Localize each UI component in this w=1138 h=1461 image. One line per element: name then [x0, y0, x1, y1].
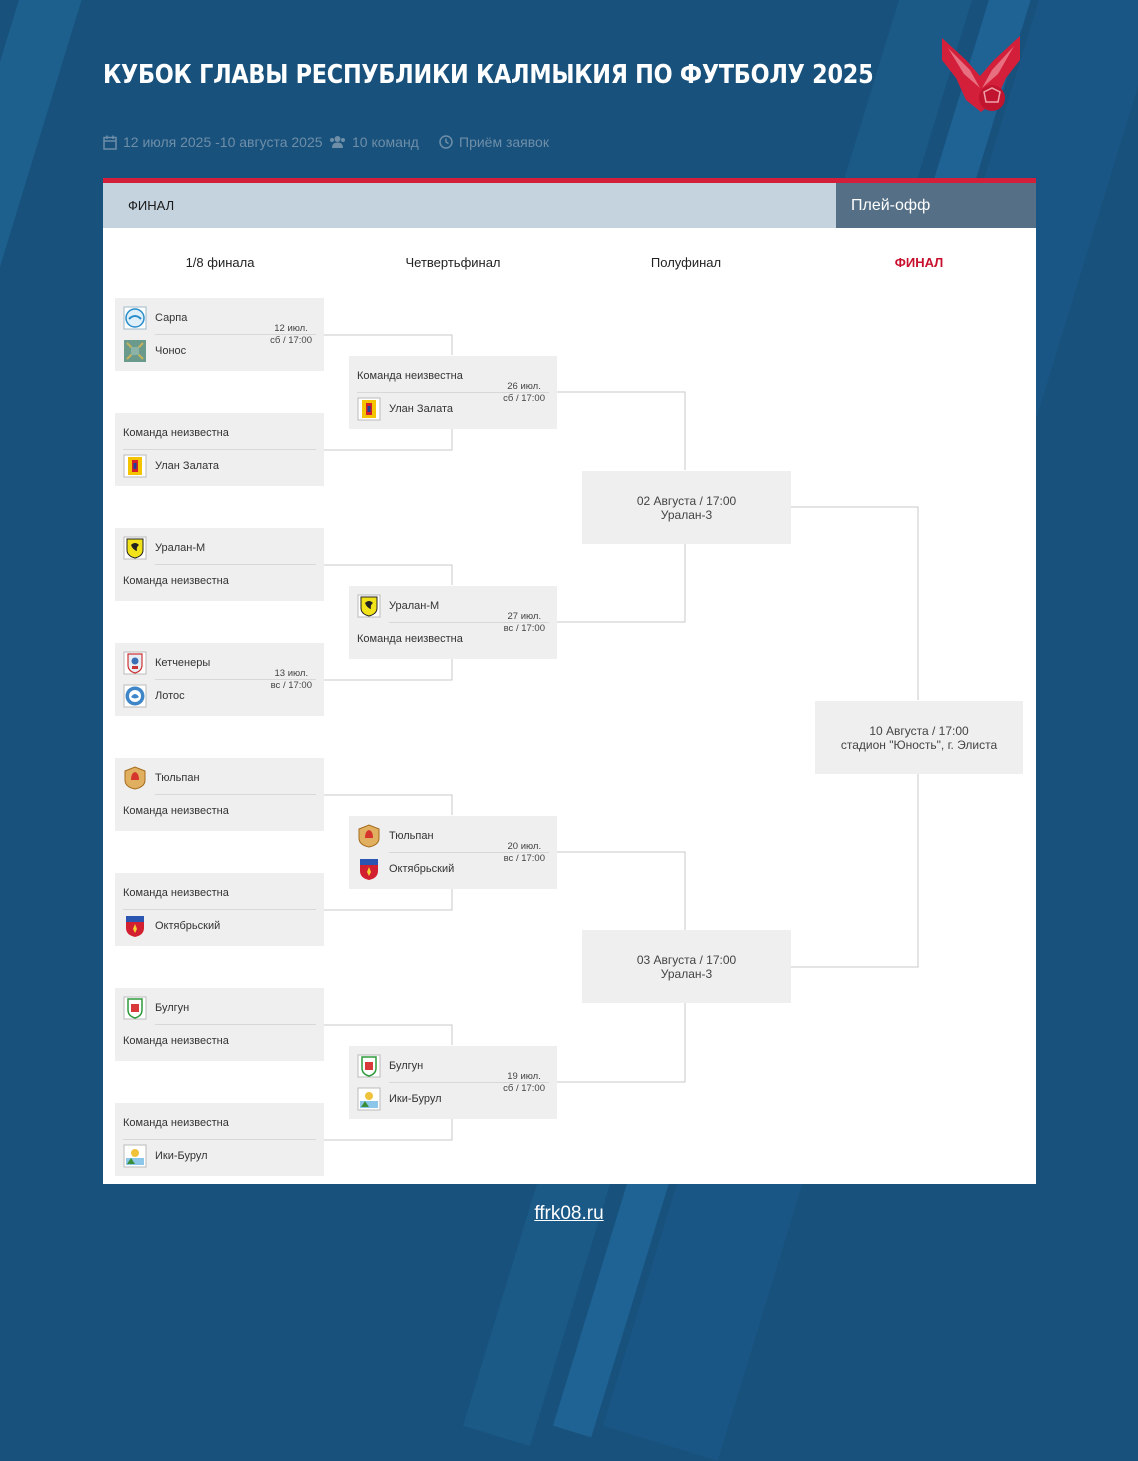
team-name: Уралан-М [389, 600, 440, 612]
team-slot[interactable] [357, 626, 463, 652]
match-qf-2[interactable] [349, 586, 557, 659]
registration-status [439, 134, 549, 150]
divider [123, 449, 316, 450]
divider [155, 1024, 316, 1025]
semifinal-venue: Уралан-3 [660, 508, 713, 522]
match-r16-1[interactable] [115, 298, 324, 371]
team-slot[interactable] [123, 913, 220, 939]
team-name: Кетченеры [155, 657, 211, 669]
team-name: Команда неизвестна [123, 427, 229, 439]
team-name: Сарпа [155, 312, 188, 324]
semifinal-date: 02 Августа / 17:00 [636, 494, 737, 508]
match-qf-3[interactable] [349, 816, 557, 889]
iki-burul-logo-icon [123, 1144, 147, 1168]
team-name: Октябрьский [155, 920, 221, 932]
chonos-logo-icon [123, 339, 147, 363]
team-slot[interactable] [123, 305, 187, 331]
team-name: Уралан-М [155, 542, 206, 554]
team-name: Чонос [155, 345, 187, 357]
uralan-logo-icon [357, 594, 381, 618]
ketchenery-logo-icon [123, 651, 147, 675]
match-sf-1[interactable] [582, 471, 791, 544]
bulgun-logo-icon [357, 1054, 381, 1078]
tyulpan-logo-icon [357, 824, 381, 848]
team-name: Ики-Бурул [155, 1150, 208, 1162]
oktyabrsky-logo-icon [123, 914, 147, 938]
match-qf-1[interactable] [349, 356, 557, 429]
team-name: Команда неизвестна [123, 887, 229, 899]
match-date [271, 668, 312, 692]
divider [155, 794, 316, 795]
round-header-final: ФИНАЛ [894, 255, 944, 270]
team-name: Булгун [155, 1002, 190, 1014]
round-header-r16: 1/8 финала [185, 255, 255, 270]
match-final[interactable] [815, 701, 1023, 774]
match-date-day: 26 июл. [507, 381, 541, 392]
team-slot[interactable] [123, 880, 229, 906]
team-slot[interactable] [123, 535, 205, 561]
oktyabrsky-logo-icon [357, 857, 381, 881]
tyulpan-logo-icon [123, 766, 147, 790]
round-header-sf: Полуфинал [650, 255, 722, 270]
match-date [504, 841, 545, 865]
team-slot[interactable] [357, 363, 463, 389]
semifinal-venue: Уралан-3 [660, 967, 713, 981]
team-slot[interactable] [123, 683, 185, 709]
match-date-time: вс / 17:00 [503, 623, 545, 634]
dates-text: 12 июля 2025 -10 августа 2025 [123, 134, 323, 150]
match-r16-3[interactable] [115, 528, 324, 601]
lotos-logo-icon [123, 684, 147, 708]
team-slot[interactable] [357, 1086, 442, 1112]
team-name: Булгун [389, 1060, 424, 1072]
semifinal-date: 03 Августа / 17:00 [636, 953, 737, 967]
match-date [270, 323, 312, 347]
match-r16-4[interactable] [115, 643, 324, 716]
team-slot[interactable] [123, 420, 229, 446]
match-r16-5[interactable] [115, 758, 324, 831]
divider [123, 909, 316, 910]
users-icon [329, 135, 346, 149]
tab-final[interactable]: ФИНАЛ [128, 198, 175, 213]
match-r16-8[interactable] [115, 1103, 324, 1176]
team-slot[interactable] [123, 1110, 229, 1136]
teams-count-text: 10 команд [352, 134, 419, 150]
teams-count [329, 134, 419, 150]
match-date-day: 13 июл. [274, 668, 309, 679]
match-r16-6[interactable] [115, 873, 324, 946]
team-slot[interactable] [357, 396, 453, 422]
team-slot[interactable] [123, 650, 210, 676]
uralan-logo-icon [123, 536, 147, 560]
match-date-time: сб / 17:00 [503, 1083, 545, 1094]
team-slot[interactable] [357, 593, 439, 619]
team-name: Команда неизвестна [123, 1035, 229, 1047]
final-date: 10 Августа / 17:00 [869, 724, 969, 738]
federation-logo [936, 30, 1026, 120]
team-name: Ики-Бурул [389, 1093, 442, 1105]
team-slot[interactable] [123, 568, 229, 594]
team-slot[interactable] [123, 995, 189, 1021]
team-name: Улан Залата [389, 403, 454, 415]
team-name: Октябрьский [389, 863, 455, 875]
team-slot[interactable] [357, 823, 434, 849]
footer-website-link[interactable]: ffrk08.ru [534, 1203, 604, 1224]
match-date [503, 381, 545, 405]
final-venue: стадион "Юность", г. Элиста [840, 738, 998, 752]
team-slot[interactable] [357, 1053, 423, 1079]
match-date-time: вс / 17:00 [270, 680, 312, 691]
team-slot[interactable] [123, 338, 186, 364]
bulgun-logo-icon [123, 996, 147, 1020]
team-slot[interactable] [123, 798, 229, 824]
divider [155, 564, 316, 565]
team-slot[interactable] [123, 1028, 229, 1054]
divider [123, 1139, 316, 1140]
calendar-icon [103, 135, 117, 150]
team-slot[interactable] [123, 1143, 208, 1169]
match-date [504, 611, 545, 635]
ulan-zalata-logo-icon [357, 397, 381, 421]
match-r16-2[interactable] [115, 413, 324, 486]
tournament-dates [103, 134, 323, 150]
match-date-day: 12 июл. [274, 323, 308, 334]
team-name: Команда неизвестна [357, 370, 463, 382]
team-name: Команда неизвестна [123, 575, 229, 587]
ulan-zalata-logo-icon [123, 454, 147, 478]
team-slot[interactable] [123, 765, 200, 791]
team-name: Тюльпан [389, 830, 434, 842]
iki-burul-logo-icon [357, 1087, 381, 1111]
match-date-time: сб / 17:00 [270, 335, 312, 346]
page-title: КУБОК ГЛАВЫ РЕСПУБЛИКИ КАЛМЫКИЯ ПО ФУТБОЛУ 2025 [103, 60, 874, 90]
clock-icon [439, 135, 453, 149]
team-name: Лотос [155, 690, 185, 702]
tab-playoff[interactable]: Плей-офф [836, 183, 1036, 228]
match-date-time: сб / 17:00 [503, 393, 545, 404]
team-name: Команда неизвестна [123, 805, 229, 817]
sarpa-logo-icon [123, 306, 147, 330]
match-sf-2[interactable] [582, 930, 791, 1003]
team-slot[interactable] [357, 856, 454, 882]
match-r16-7[interactable] [115, 988, 324, 1061]
match-date-time: вс / 17:00 [503, 853, 545, 864]
match-qf-4[interactable] [349, 1046, 557, 1119]
status-text: Приём заявок [459, 134, 549, 150]
team-name: Команда неизвестна [357, 633, 463, 645]
team-name: Улан Залата [155, 460, 220, 472]
team-slot[interactable] [123, 453, 219, 479]
team-name: Тюльпан [155, 772, 200, 784]
team-name: Команда неизвестна [123, 1117, 229, 1129]
match-date-day: 27 июл. [507, 611, 542, 622]
match-date [503, 1071, 545, 1095]
match-date-day: 20 июл. [507, 841, 542, 852]
match-date-day: 19 июл. [507, 1071, 541, 1082]
round-header-qf: Четвертьфинал [405, 255, 501, 270]
